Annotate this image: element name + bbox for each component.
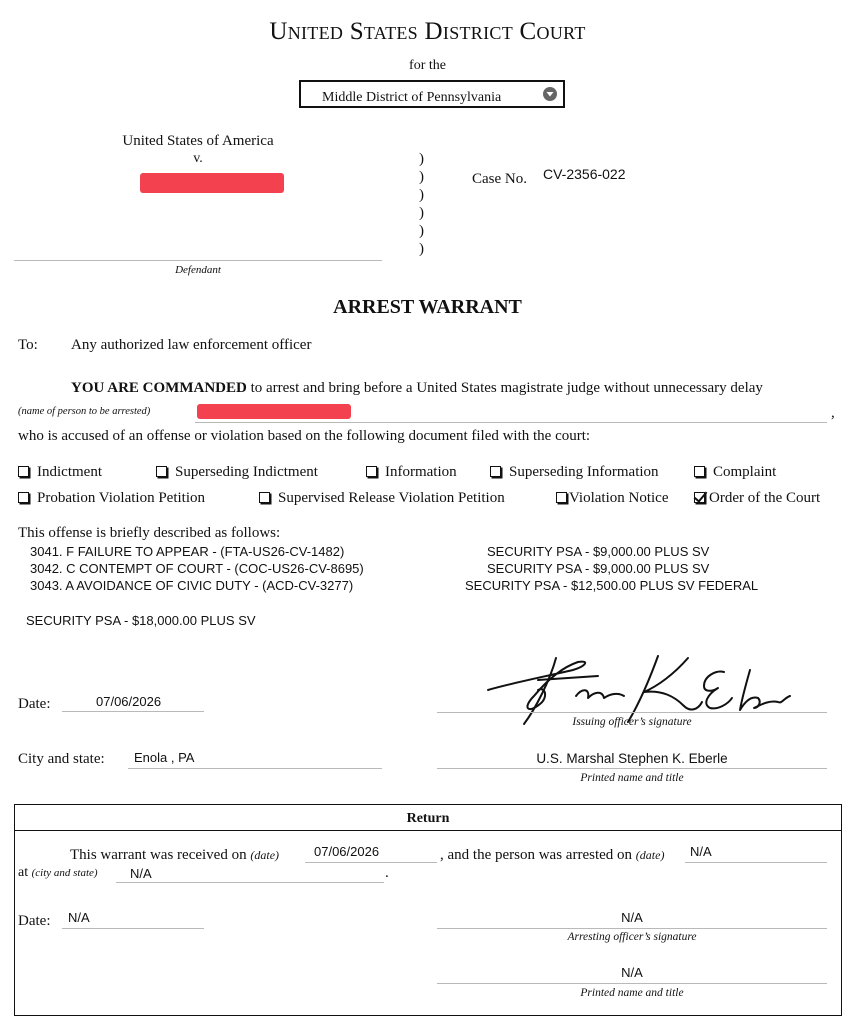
name-comma: , [831, 405, 835, 421]
checkbox-superseding-information[interactable] [490, 464, 659, 481]
commanded-rest: to arrest and bring before a United States magistrate judge without unnecessary delay [250, 380, 763, 396]
city-state-value[interactable]: Enola , PA [134, 750, 195, 765]
checkbox-icon[interactable] [556, 492, 567, 503]
return-printed-name-value[interactable]: N/A [621, 965, 643, 980]
received-date-line [305, 862, 437, 863]
arresting-signature-line [437, 928, 827, 929]
accused-text: who is accused of an offense or violation based on the following document filed with the court: [18, 428, 591, 444]
to-value: Any authorized law enforcement officer [71, 337, 312, 353]
case-no-value[interactable]: CV-2356-022 [543, 166, 626, 182]
checkbox-icon[interactable] [366, 466, 377, 477]
return-date-line [62, 928, 204, 929]
at-word: at [18, 865, 29, 880]
return-city-line [116, 882, 384, 883]
arrested-date-value[interactable]: N/A [690, 844, 712, 859]
bond-total: SECURITY PSA - $18,000.00 PLUS SV [26, 613, 256, 628]
name-label: (name of person to be arrested) [18, 406, 151, 417]
paren: ) [419, 151, 424, 167]
arresting-signature-caption: Arresting officer’s signature [567, 931, 697, 943]
chevron-down-icon[interactable] [543, 87, 557, 101]
printed-name-caption: Printed name and title [580, 772, 684, 784]
checkbox-label: Probation Violation Petition [37, 490, 205, 506]
versus-label: v. [193, 151, 203, 166]
checkbox-order-of-court[interactable] [694, 490, 820, 507]
at-label [18, 865, 98, 881]
defendant-line [14, 260, 382, 261]
return-printed-name-caption: Printed name and title [580, 987, 684, 999]
checkbox-label: Complaint [713, 464, 777, 480]
checkbox-supervised-release[interactable] [259, 490, 505, 507]
city-state-line [128, 768, 382, 769]
checkbox-information[interactable] [366, 464, 457, 481]
district-select-value: Middle District of Pennsylvania [322, 90, 502, 105]
printed-name-line [437, 768, 827, 769]
return-period: . [385, 865, 389, 881]
case-no-label: Case No. [472, 171, 527, 187]
return-header [15, 805, 841, 831]
arrested-text [440, 847, 664, 864]
paren: ) [419, 223, 424, 239]
commanded-sentence [71, 380, 763, 397]
city-state-label: City and state: [18, 751, 105, 767]
date-label: Date: [18, 696, 51, 712]
arrestee-name-redaction [197, 404, 351, 419]
checkbox-icon[interactable] [490, 466, 501, 477]
paren: ) [419, 187, 424, 203]
checkbox-violation-notice[interactable] [556, 490, 669, 507]
arrested-date-line [685, 862, 827, 863]
received-text [70, 847, 279, 864]
issue-date-value[interactable]: 07/06/2026 [96, 694, 162, 709]
defendant-label: Defendant [175, 264, 221, 276]
for-the-label: for the [409, 58, 446, 73]
checkbox-icon[interactable] [694, 466, 705, 477]
arrestee-name-line [195, 422, 827, 423]
checkbox-label: Information [385, 464, 457, 480]
return-date-label: Date: [18, 913, 51, 929]
offense-line: 3043. A AVOIDANCE OF CIVIC DUTY - (ACD-CV-3277) [30, 578, 354, 593]
checkbox-indictment[interactable] [18, 464, 102, 481]
return-date-value[interactable]: N/A [68, 910, 90, 925]
checkbox-complaint[interactable] [694, 464, 776, 481]
commanded-bold: YOU ARE COMMANDED [71, 380, 247, 396]
to-label: To: [18, 337, 38, 353]
checkbox-label: Supervised Release Violation Petition [278, 490, 505, 506]
checkbox-label: Order of the Court [709, 490, 821, 506]
return-city-value[interactable]: N/A [130, 866, 152, 881]
offense-line: 3042. C CONTEMPT OF COURT - (COC-US26-CV-8695) [30, 561, 364, 576]
issue-date-line [62, 711, 204, 712]
bond-line: SECURITY PSA - $9,000.00 PLUS SV [487, 561, 710, 576]
paren: ) [419, 169, 424, 185]
checkmark-icon[interactable] [694, 492, 705, 503]
return-printed-name-line [437, 983, 827, 984]
issuing-signature-line [437, 712, 827, 713]
paren: ) [419, 205, 424, 221]
date-word: (date) [250, 848, 280, 862]
arrested-label: , and the person was arrested on [440, 847, 633, 863]
bond-line: SECURITY PSA - $9,000.00 PLUS SV [487, 544, 710, 559]
checkbox-label: Superseding Information [509, 464, 659, 480]
printed-name-value[interactable]: U.S. Marshal Stephen K. Eberle [536, 751, 728, 766]
date-word: (date) [635, 848, 665, 862]
return-title: Return [406, 811, 450, 826]
district-select[interactable] [299, 80, 565, 108]
checkbox-icon[interactable] [18, 492, 29, 503]
checkbox-superseding-indictment[interactable] [156, 464, 318, 481]
issuing-signature-caption: Issuing officer’s signature [572, 716, 692, 728]
checkbox-icon[interactable] [18, 466, 29, 477]
checkbox-icon[interactable] [156, 466, 167, 477]
bond-line: SECURITY PSA - $12,500.00 PLUS SV FEDERAL [465, 578, 759, 593]
offense-intro: This offense is briefly described as follows: [18, 525, 281, 541]
checkbox-label: Violation Notice [569, 490, 669, 506]
checkbox-icon[interactable] [259, 492, 270, 503]
warrant-title: ARREST WARRANT [333, 296, 522, 318]
checkbox-label: Superseding Indictment [175, 464, 318, 480]
plaintiff-name: United States of America [122, 133, 274, 149]
paren: ) [419, 241, 424, 257]
received-date-value[interactable]: 07/06/2026 [314, 844, 380, 859]
arresting-signature-value[interactable]: N/A [621, 910, 643, 925]
checkbox-label: Indictment [37, 464, 102, 480]
defendant-redaction [140, 173, 284, 193]
checkbox-probation-violation[interactable] [18, 490, 205, 507]
city-state-word: (city and state) [31, 867, 98, 879]
court-title: United States District Court [269, 18, 586, 45]
received-label: This warrant was received on [70, 847, 247, 863]
offense-line: 3041. F FAILURE TO APPEAR - (FTA-US26-CV-1482) [30, 544, 345, 559]
